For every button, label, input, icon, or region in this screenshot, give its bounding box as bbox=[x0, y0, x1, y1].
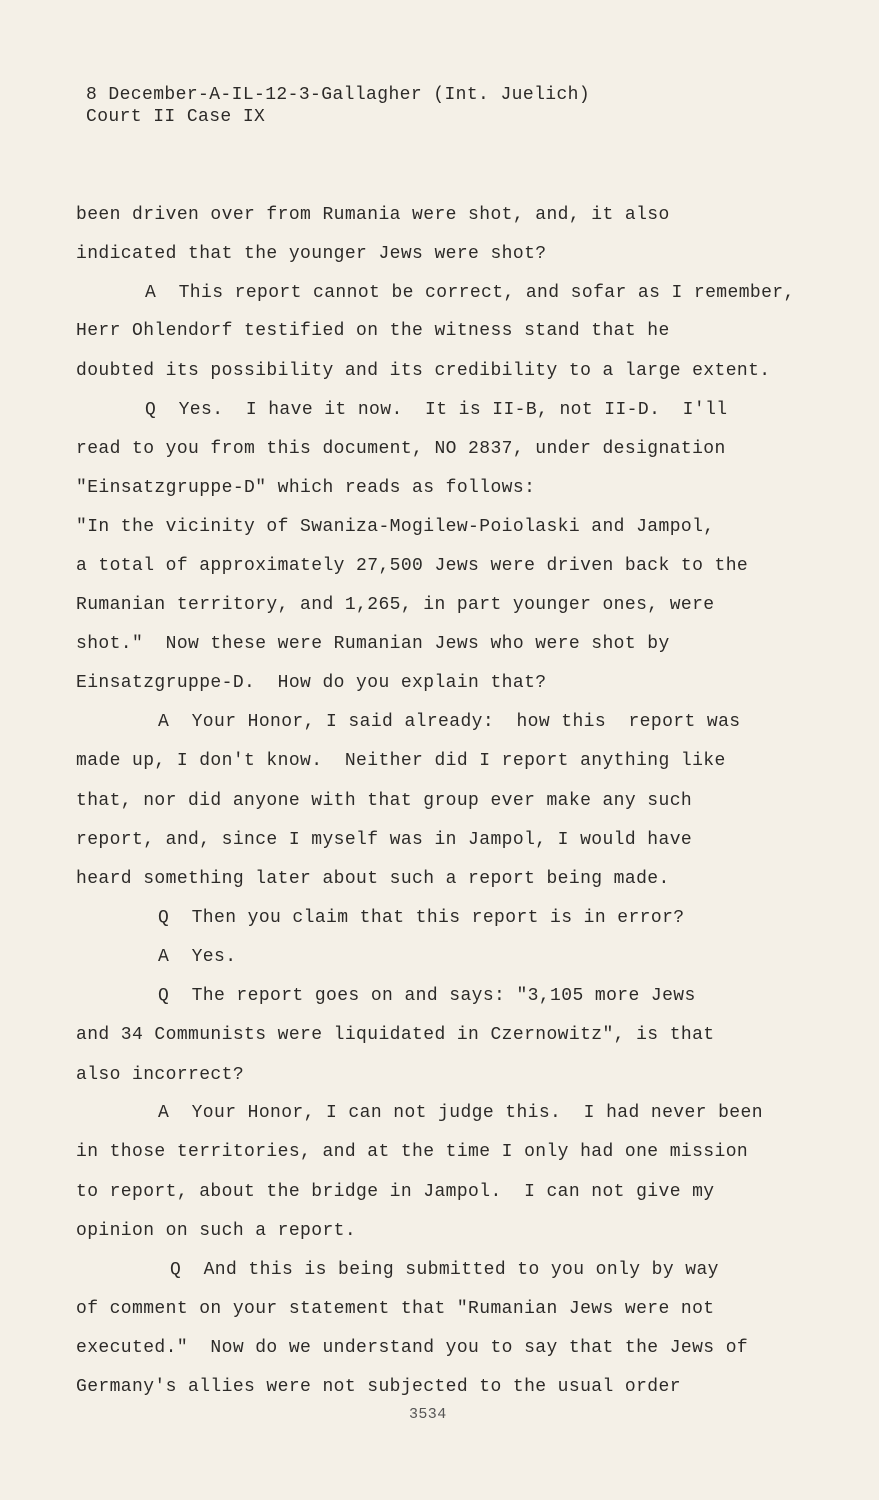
body-line: doubted its possibility and its credibility to a large extent. bbox=[76, 361, 771, 381]
body-line: report, and, since I myself was in Jampol, I would have bbox=[76, 830, 693, 850]
body-line: Q And this is being submitted to you only by way bbox=[170, 1260, 719, 1280]
body-line: A Your Honor, I said already: how this report was bbox=[158, 712, 741, 732]
body-line: to report, about the bridge in Jampol. I can not give my bbox=[76, 1182, 715, 1202]
body-line: shot." Now these were Rumanian Jews who were shot by bbox=[76, 634, 670, 654]
body-line: been driven over from Rumania were shot, and, it also bbox=[76, 205, 670, 225]
body-line: a total of approximately 27,500 Jews were driven back to the bbox=[76, 556, 749, 576]
body-line: A Your Honor, I can not judge this. I had never been bbox=[158, 1103, 763, 1123]
body-line: "Einsatzgruppe-D" which reads as follows: bbox=[76, 478, 536, 498]
body-line: in those territories, and at the time I only had one mission bbox=[76, 1142, 749, 1162]
page-number: 3534 bbox=[409, 1406, 447, 1423]
body-line: made up, I don't know. Neither did I report anything like bbox=[76, 751, 726, 771]
body-line: read to you from this document, NO 2837, under designation bbox=[76, 439, 726, 459]
header-line-1: 8 December-A-IL-12-3-Gallagher (Int. Juelich) bbox=[86, 85, 591, 105]
body-line: Q Yes. I have it now. It is II-B, not II-D. I'll bbox=[145, 400, 728, 420]
header-line-2: Court II Case IX bbox=[86, 107, 266, 127]
document-header bbox=[86, 84, 590, 128]
body-line: opinion on such a report. bbox=[76, 1221, 357, 1241]
body-line: Rumanian territory, and 1,265, in part younger ones, were bbox=[76, 595, 715, 615]
body-line: Herr Ohlendorf testified on the witness stand that he bbox=[76, 321, 670, 341]
body-line: of comment on your statement that "Rumanian Jews were not bbox=[76, 1299, 715, 1319]
body-line: A This report cannot be correct, and sofar as I remember, bbox=[145, 283, 795, 303]
body-line: Einsatzgruppe-D. How do you explain that? bbox=[76, 673, 547, 693]
body-line: Q Then you claim that this report is in error? bbox=[158, 908, 685, 928]
body-line: also incorrect? bbox=[76, 1065, 245, 1085]
body-line: indicated that the younger Jews were shot? bbox=[76, 244, 547, 264]
body-line: and 34 Communists were liquidated in Czernowitz", is that bbox=[76, 1025, 715, 1045]
body-line: "In the vicinity of Swaniza-Mogilew-Poiolaski and Jampol, bbox=[76, 517, 715, 537]
body-line: Q The report goes on and says: "3,105 more Jews bbox=[158, 986, 696, 1006]
body-line: Germany's allies were not subjected to the usual order bbox=[76, 1377, 681, 1397]
body-line: A Yes. bbox=[158, 947, 237, 967]
body-line: executed." Now do we understand you to say that the Jews of bbox=[76, 1338, 749, 1358]
body-line: that, nor did anyone with that group ever make any such bbox=[76, 791, 693, 811]
body-line: heard something later about such a report being made. bbox=[76, 869, 670, 889]
